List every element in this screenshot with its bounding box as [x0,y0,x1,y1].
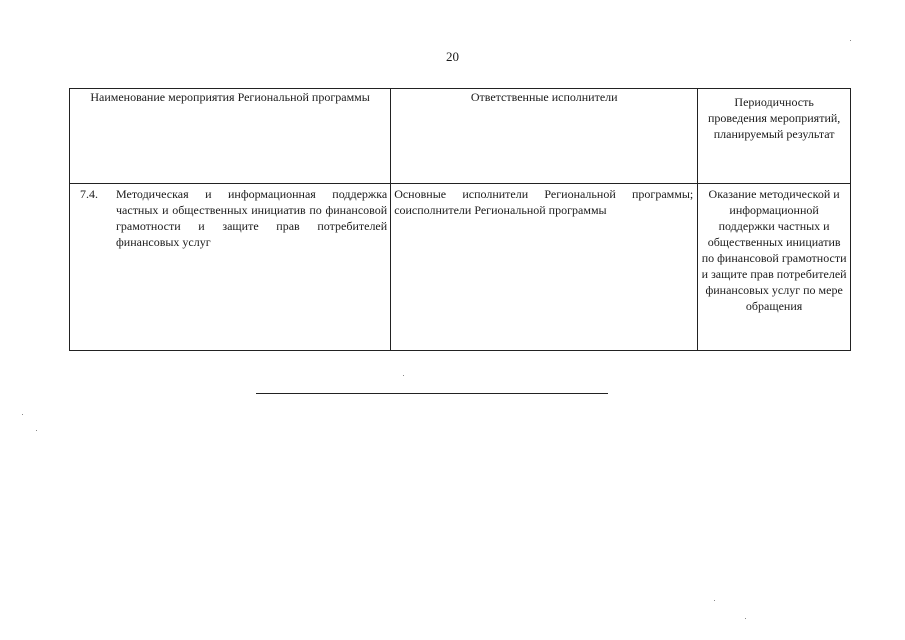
page-number: 20 [446,49,459,64]
program-table [69,88,851,351]
scan-speck [714,600,715,601]
header-name-text: Наименование мероприятия Региональной программы [90,90,370,104]
scan-speck [850,40,851,41]
header-executors [391,89,698,184]
row-period: Оказание методической и информационной поддержки частных и общественных инициатив по финансовой грамотности и защите прав потребителей финансовых услуг по мере обращения [701,187,847,313]
row-name-cell [70,184,391,351]
header-name [70,89,391,184]
scan-speck [36,430,37,431]
header-executors-text: Ответственные исполнители [470,90,618,104]
row-period-cell [698,184,851,351]
table-row [70,184,851,351]
row-number: 7.4. [80,187,98,201]
table-header [70,89,851,184]
closing-rule [256,393,608,394]
row-executors-cell [391,184,698,351]
header-period [698,89,851,184]
row-name: Методическая и информационная поддержка частных и общественных инициатив по финансовой грамотности и защите прав потребителей финансовых услуг [116,187,388,249]
table-body [70,184,851,351]
header-period-text: Периодичность проведения мероприятий, планируемый результат [707,95,841,141]
table-header-row [70,89,851,184]
scan-speck [403,375,404,376]
row-executors: Основные исполнители Региональной программы; соисполнители Региональной программы [394,187,694,217]
scan-speck [745,618,746,619]
scan-speck [22,414,23,415]
